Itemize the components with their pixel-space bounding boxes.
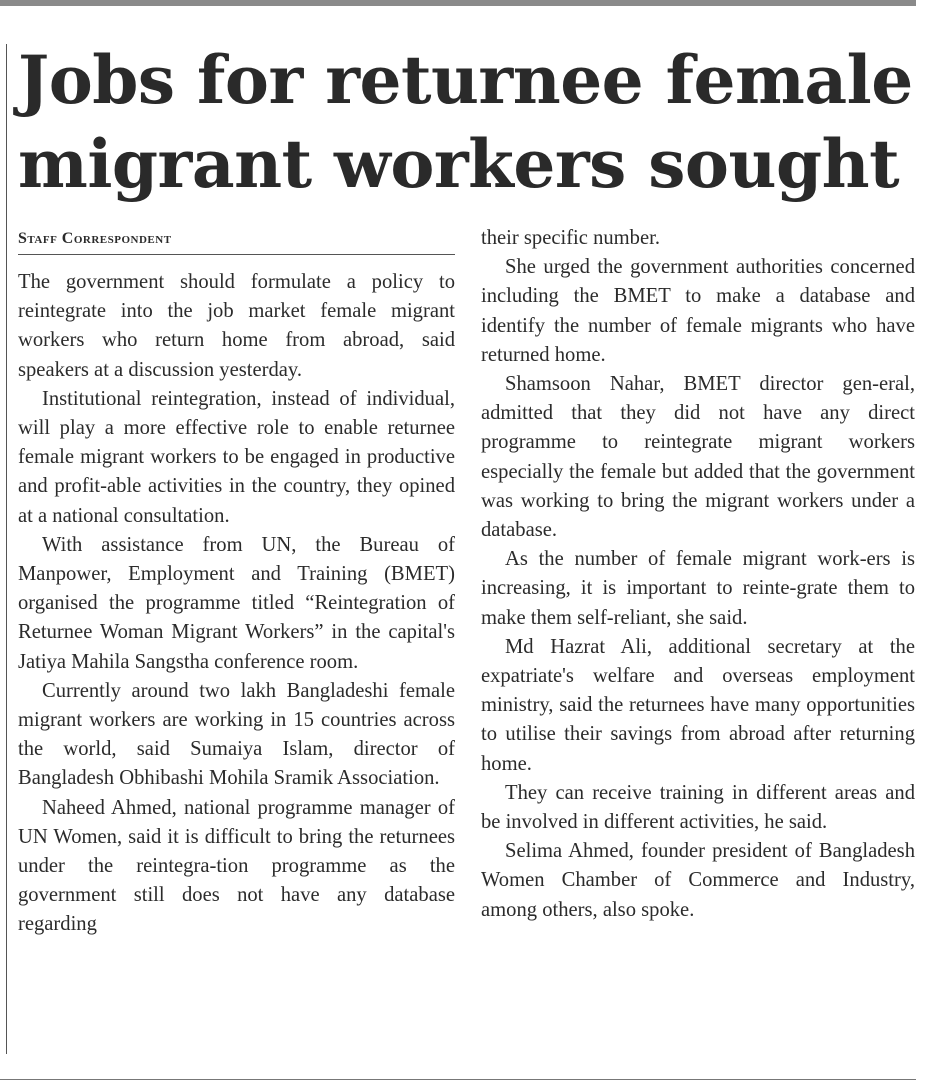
paragraph: Selima Ahmed, founder president of Bangladesh Women Chamber of Commerce and Industry, among others, also spoke. (481, 840, 915, 921)
paragraph: Naheed Ahmed, national programme manager of UN Women, said it is difficult to bring the returnees under the reintegra-tion programme as the government still does not have any database regarding (18, 796, 455, 936)
paragraph: Institutional reintegration, instead of individual, will play a more effective role to enable returnee female migrant workers to be engaged in productive and profit-able activities in the country, they opined at a national consultation. (18, 387, 455, 527)
paragraph: Md Hazrat Ali, additional secretary at the expatriate's welfare and overseas employment ministry, said the returnees have many opportunities to utilise their savings from abroad after returning home. (481, 635, 915, 775)
bottom-rule (0, 1079, 916, 1080)
paragraph: Shamsoon Nahar, BMET director gen-eral, admitted that they did not have any direct programme to reintegrate migrant workers especially the female but added that the government was working to bring the migrant workers under a database. (481, 373, 915, 542)
byline-rule (18, 254, 455, 255)
paragraph: She urged the government authorities concerned including the BMET to make a database and identify the number of female migrants who have returned home. (481, 256, 915, 366)
top-rule (0, 0, 916, 6)
headline: Jobs for returnee female migrant workers sought (18, 41, 913, 203)
article-column-1 (18, 268, 455, 940)
paragraph-continuation: their specific number. (481, 227, 660, 249)
byline: Staff Correspondent (18, 230, 172, 247)
paragraph: They can receive training in different areas and be involved in different activities, he said. (481, 781, 915, 834)
paragraph: As the number of female migrant work-ers is increasing, it is important to reinte-grate them to make them self-reliant, she said. (481, 548, 915, 629)
article-column-2 (481, 224, 915, 925)
paragraph: With assistance from UN, the Bureau of Manpower, Employment and Training (BMET) organised the programme titled “Reintegration of Returnee Woman Migrant Workers” in the capital's Jatiya Mahila Sangstha conference room. (18, 533, 455, 673)
paragraph: Currently around two lakh Bangladeshi female migrant workers are working in 15 countries across the world, said Sumaiya Islam, director of Bangladesh Obhibashi Mohila Sramik Association. (18, 679, 455, 790)
paragraph: The government should formulate a policy to reintegrate into the job market female migrant workers who return home from abroad, said speakers at a discussion yesterday. (18, 271, 455, 381)
left-column-rule (6, 44, 7, 1054)
